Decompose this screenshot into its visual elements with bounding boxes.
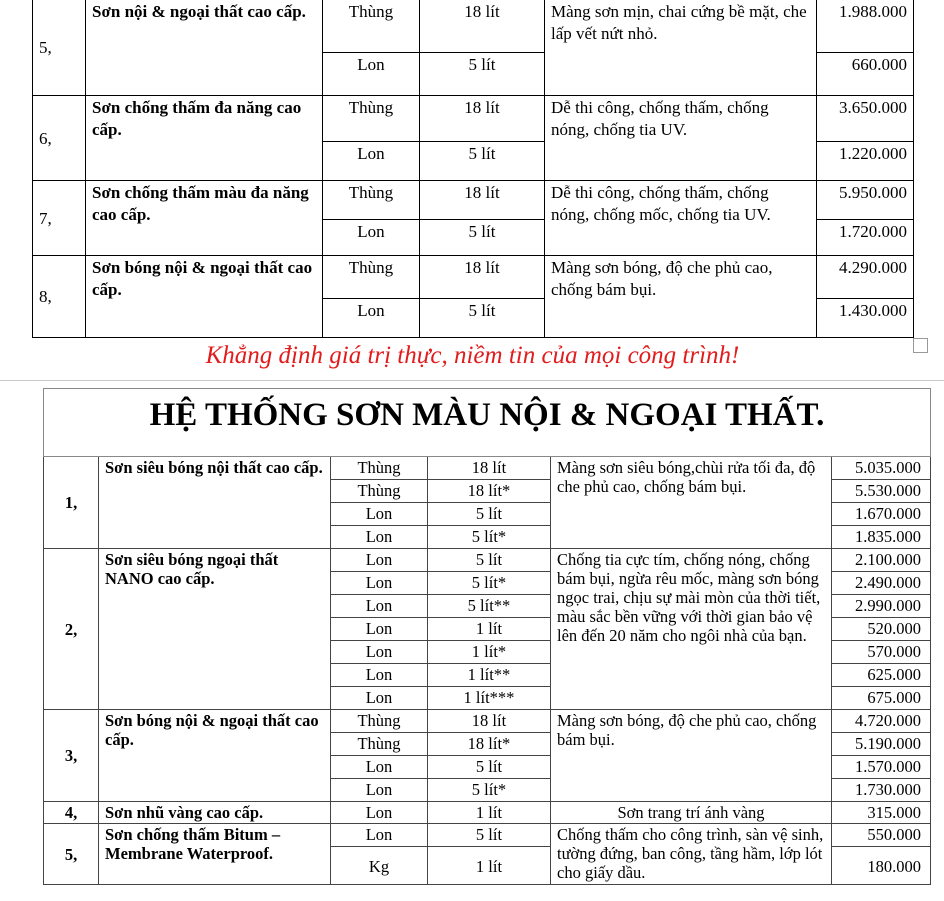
volume-cell: 5 lít* xyxy=(428,526,551,549)
price-cell: 660.000 xyxy=(817,53,914,96)
slogan: Khẳng định giá trị thực, niềm tin của mọi công trình! xyxy=(205,342,740,369)
table-row xyxy=(44,824,931,847)
unit-cell: Lon xyxy=(331,572,428,595)
unit-cell: Lon xyxy=(323,142,420,181)
unit-cell: Kg xyxy=(331,847,428,885)
price-cell: 1.570.000 xyxy=(832,756,931,779)
unit-cell: Thùng xyxy=(331,480,428,503)
table-title: HỆ THỐNG SƠN MÀU NỘI & NGOẠI THẤT. xyxy=(44,389,931,457)
volume-cell: 5 lít* xyxy=(428,779,551,802)
volume-cell: 5 lít xyxy=(420,220,545,256)
volume-cell: 1 lít*** xyxy=(428,687,551,710)
volume-cell: 5 lít xyxy=(420,53,545,96)
volume-cell: 1 lít* xyxy=(428,641,551,664)
volume-cell: 5 lít xyxy=(428,824,551,847)
volume-cell: 1 lít xyxy=(428,802,551,824)
unit-cell: Lon xyxy=(331,687,428,710)
product-name: Sơn chống thấm màu đa năng cao cấp. xyxy=(86,181,323,256)
row-number: 6, xyxy=(33,96,86,181)
price-table-paint-system xyxy=(43,388,931,885)
product-name: Sơn bóng nội & ngoại thất cao cấp. xyxy=(99,710,331,802)
product-name: Sơn nội & ngoại thất cao cấp. xyxy=(86,0,323,96)
price-cell: 1.670.000 xyxy=(832,503,931,526)
unit-cell: Thùng xyxy=(331,710,428,733)
price-cell: 180.000 xyxy=(832,847,931,885)
volume-cell: 5 lít xyxy=(420,299,545,338)
price-cell: 1.720.000 xyxy=(817,220,914,256)
row-number: 4, xyxy=(44,802,99,824)
unit-cell: Lon xyxy=(331,664,428,687)
table-row xyxy=(33,0,914,53)
product-name: Sơn siêu bóng nội thất cao cấp. xyxy=(99,457,331,549)
volume-cell: 18 lít xyxy=(420,181,545,220)
product-description: Màng sơn mịn, chai cứng bề mặt, che lấp vết nứt nhỏ. xyxy=(545,0,817,96)
table-row xyxy=(44,802,931,824)
unit-cell: Lon xyxy=(331,503,428,526)
unit-cell: Lon xyxy=(331,756,428,779)
volume-cell: 1 lít xyxy=(428,618,551,641)
product-description: Màng sơn siêu bóng,chùi rửa tối đa, độ che phủ cao, chống bám bụi. xyxy=(551,457,832,549)
price-cell: 5.035.000 xyxy=(832,457,931,480)
unit-cell: Thùng xyxy=(323,256,420,299)
table-row xyxy=(44,710,931,733)
unit-cell: Thùng xyxy=(331,733,428,756)
price-cell: 1.730.000 xyxy=(832,779,931,802)
row-number: 3, xyxy=(44,710,99,802)
product-description: Sơn trang trí ánh vàng xyxy=(551,802,832,824)
unit-cell: Lon xyxy=(323,220,420,256)
price-cell: 5.190.000 xyxy=(832,733,931,756)
volume-cell: 5 lít** xyxy=(428,595,551,618)
price-cell: 675.000 xyxy=(832,687,931,710)
row-number: 7, xyxy=(33,181,86,256)
volume-cell: 1 lít** xyxy=(428,664,551,687)
unit-cell: Lon xyxy=(331,618,428,641)
price-cell: 1.988.000 xyxy=(817,0,914,53)
unit-cell: Lon xyxy=(331,802,428,824)
unit-cell: Thùng xyxy=(323,0,420,53)
product-name: Sơn chống thấm Bitum – Membrane Waterproof. xyxy=(99,824,331,885)
volume-cell: 18 lít xyxy=(428,457,551,480)
unit-cell: Lon xyxy=(323,299,420,338)
price-cell: 1.430.000 xyxy=(817,299,914,338)
volume-cell: 5 lít xyxy=(420,142,545,181)
price-cell: 2.100.000 xyxy=(832,549,931,572)
table-row xyxy=(33,96,914,142)
price-cell: 570.000 xyxy=(832,641,931,664)
product-name: Sơn bóng nội & ngoại thất cao cấp. xyxy=(86,256,323,338)
price-cell: 1.220.000 xyxy=(817,142,914,181)
table-row xyxy=(33,181,914,220)
volume-cell: 18 lít xyxy=(420,0,545,53)
table-row xyxy=(44,457,931,480)
volume-cell: 5 lít* xyxy=(428,572,551,595)
volume-cell: 18 lít xyxy=(420,256,545,299)
unit-cell: Lon xyxy=(331,641,428,664)
product-description: Chống tia cực tím, chống nóng, chống bám bụi, ngừa rêu mốc, màng sơn bóng ngọc trai, chịu sự mài mòn của thời tiết, màu sắc bền vững với thời gian bảo vệ lên đến 20 năm cho ngôi nhà của bạn. xyxy=(551,549,832,710)
product-description: Dễ thi công, chống thấm, chống nóng, chống mốc, chống tia UV. xyxy=(545,181,817,256)
row-number: 5, xyxy=(44,824,99,885)
volume-cell: 1 lít xyxy=(428,847,551,885)
volume-cell: 18 lít* xyxy=(428,480,551,503)
price-table-top xyxy=(32,0,914,338)
unit-cell: Lon xyxy=(331,779,428,802)
price-cell: 4.720.000 xyxy=(832,710,931,733)
volume-cell: 5 lít xyxy=(428,756,551,779)
unit-cell: Lon xyxy=(331,549,428,572)
unit-cell: Thùng xyxy=(331,457,428,480)
product-description: Dễ thi công, chống thấm, chống nóng, chống tia UV. xyxy=(545,96,817,181)
volume-cell: 5 lít xyxy=(428,549,551,572)
page-break xyxy=(0,380,944,381)
product-name: Sơn chống thấm đa năng cao cấp. xyxy=(86,96,323,181)
unit-cell: Thùng xyxy=(323,181,420,220)
table-row xyxy=(33,256,914,299)
row-number: 5, xyxy=(33,0,86,96)
price-cell: 625.000 xyxy=(832,664,931,687)
price-cell: 550.000 xyxy=(832,824,931,847)
price-cell: 5.530.000 xyxy=(832,480,931,503)
product-description: Màng sơn bóng, độ che phủ cao, chống bám bụi. xyxy=(545,256,817,338)
table-resize-handle[interactable] xyxy=(913,338,928,353)
unit-cell: Lon xyxy=(331,595,428,618)
row-number: 2, xyxy=(44,549,99,710)
price-cell: 3.650.000 xyxy=(817,96,914,142)
price-cell: 5.950.000 xyxy=(817,181,914,220)
product-name: Sơn siêu bóng ngoại thất NANO cao cấp. xyxy=(99,549,331,710)
unit-cell: Lon xyxy=(323,53,420,96)
product-description: Chống thấm cho công trình, sàn vệ sinh, tường đứng, ban công, tầng hầm, lớp lót cho giấy dầu. xyxy=(551,824,832,885)
volume-cell: 18 lít xyxy=(420,96,545,142)
price-cell: 315.000 xyxy=(832,802,931,824)
volume-cell: 18 lít* xyxy=(428,733,551,756)
row-number: 8, xyxy=(33,256,86,338)
volume-cell: 18 lít xyxy=(428,710,551,733)
unit-cell: Lon xyxy=(331,526,428,549)
table-row xyxy=(44,549,931,572)
price-cell: 1.835.000 xyxy=(832,526,931,549)
product-description: Màng sơn bóng, độ che phủ cao, chống bám bụi. xyxy=(551,710,832,802)
volume-cell: 5 lít xyxy=(428,503,551,526)
price-cell: 4.290.000 xyxy=(817,256,914,299)
row-number: 1, xyxy=(44,457,99,549)
product-name: Sơn nhũ vàng cao cấp. xyxy=(99,802,331,824)
price-cell: 2.990.000 xyxy=(832,595,931,618)
price-cell: 2.490.000 xyxy=(832,572,931,595)
unit-cell: Lon xyxy=(331,824,428,847)
price-cell: 520.000 xyxy=(832,618,931,641)
unit-cell: Thùng xyxy=(323,96,420,142)
